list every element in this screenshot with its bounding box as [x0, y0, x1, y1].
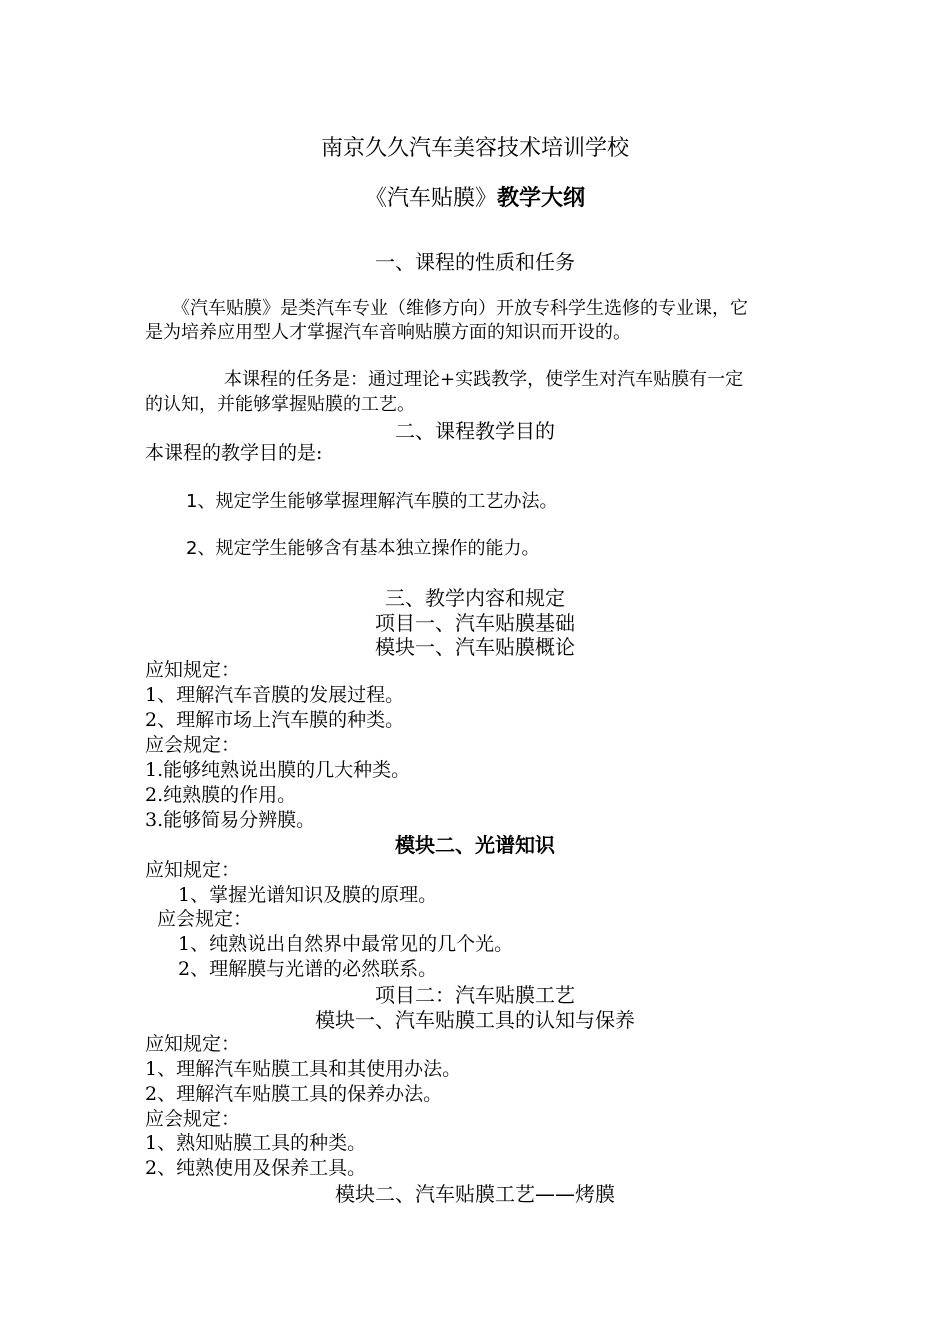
section1-para1-line2: 是为培养应用型人才掌握汽车音响贴膜方面的知识而开设的。 [145, 322, 631, 343]
section1-para2-line2: 的认知，并能够掌握贴膜的工艺。 [145, 394, 415, 415]
project2-module1-know-label: 应知规定： [145, 1033, 241, 1055]
project1-module1-know-item: 2、理解市场上汽车膜的种类。 [145, 709, 405, 731]
project2-module1-able-item: 2、纯熟使用及保养工具。 [145, 1157, 367, 1179]
project1-module1-know-label: 应知规定： [145, 659, 241, 681]
project1-module1-able-label: 应会规定： [145, 734, 241, 756]
project1-module1-able-item: 3.能够简易分辨膜。 [145, 809, 316, 831]
project1-module2-able-item: 1、纯熟说出自然界中最常见的几个光。 [178, 933, 514, 955]
section3-heading: 三、教学内容和规定 [385, 586, 565, 610]
project1-module2-able-label: 应会规定： [157, 908, 253, 930]
section2-item-2-number: 2 [186, 538, 198, 559]
syllabus-title [0, 188, 950, 210]
section2-item-2-text: 、规定学生能够含有基本独立操作的能力。 [197, 538, 540, 559]
section2-heading: 二、课程教学目的 [395, 419, 555, 443]
project2-title: 项目二：汽车贴膜工艺 [375, 983, 575, 1007]
project1-module1-able-item: 1.能够纯熟说出膜的几大种类。 [145, 759, 411, 781]
school-title: 南京久久汽车美容技术培训学校 [320, 136, 629, 161]
project1-module1-know-item: 1、理解汽车音膜的发展过程。 [145, 684, 405, 706]
section2-item-1 [186, 493, 557, 511]
section1-heading: 一、课程的性质和任务 [375, 250, 575, 274]
project2-module1-know-item: 2、理解汽车贴膜工具的保养办法。 [145, 1083, 443, 1105]
project2-module1-able-label: 应会规定： [145, 1108, 241, 1130]
project2-module1-title: 模块一、汽车贴膜工具的认知与保养 [315, 1008, 635, 1032]
project1-module2-able-item: 2、理解膜与光谱的必然联系。 [178, 958, 438, 980]
project1-module2-know-item: 1、掌握光谱知识及膜的原理。 [178, 884, 438, 906]
project1-title: 项目一、汽车贴膜基础 [375, 611, 575, 635]
section2-item-2 [186, 540, 539, 558]
section1-para1-line1: 《汽车贴膜》是类汽车专业（维修方向）开放专科学生选修的专业课，它 [172, 298, 748, 319]
project1-module1-able-item: 2.纯熟膜的作用。 [145, 784, 297, 806]
section1-para2-line1: 本课程的任务是：通过理论+实践教学，使学生对汽车贴膜有一定 [224, 369, 744, 390]
project2-module1-know-item: 1、理解汽车贴膜工具和其使用办法。 [145, 1058, 462, 1080]
project1-module2-know-label: 应知规定： [145, 859, 241, 881]
project2-module2-title: 模块二、汽车贴膜工艺——烤膜 [335, 1182, 615, 1206]
section2-item-1-number: 1 [186, 491, 198, 512]
syllabus-title-normal: 《汽车贴膜》 [364, 186, 497, 211]
project1-module2-title: 模块二、光谱知识 [395, 833, 555, 857]
section2-item-1-text: 、规定学生能够掌握理解汽车膜的工艺办法。 [197, 491, 558, 512]
section2-intro: 本课程的教学目的是: [145, 442, 323, 464]
syllabus-title-bold: 教学大纲 [497, 186, 586, 211]
project2-module1-able-item: 1、熟知贴膜工具的种类。 [145, 1132, 367, 1154]
project1-module1-title: 模块一、汽车贴膜概论 [375, 635, 575, 659]
